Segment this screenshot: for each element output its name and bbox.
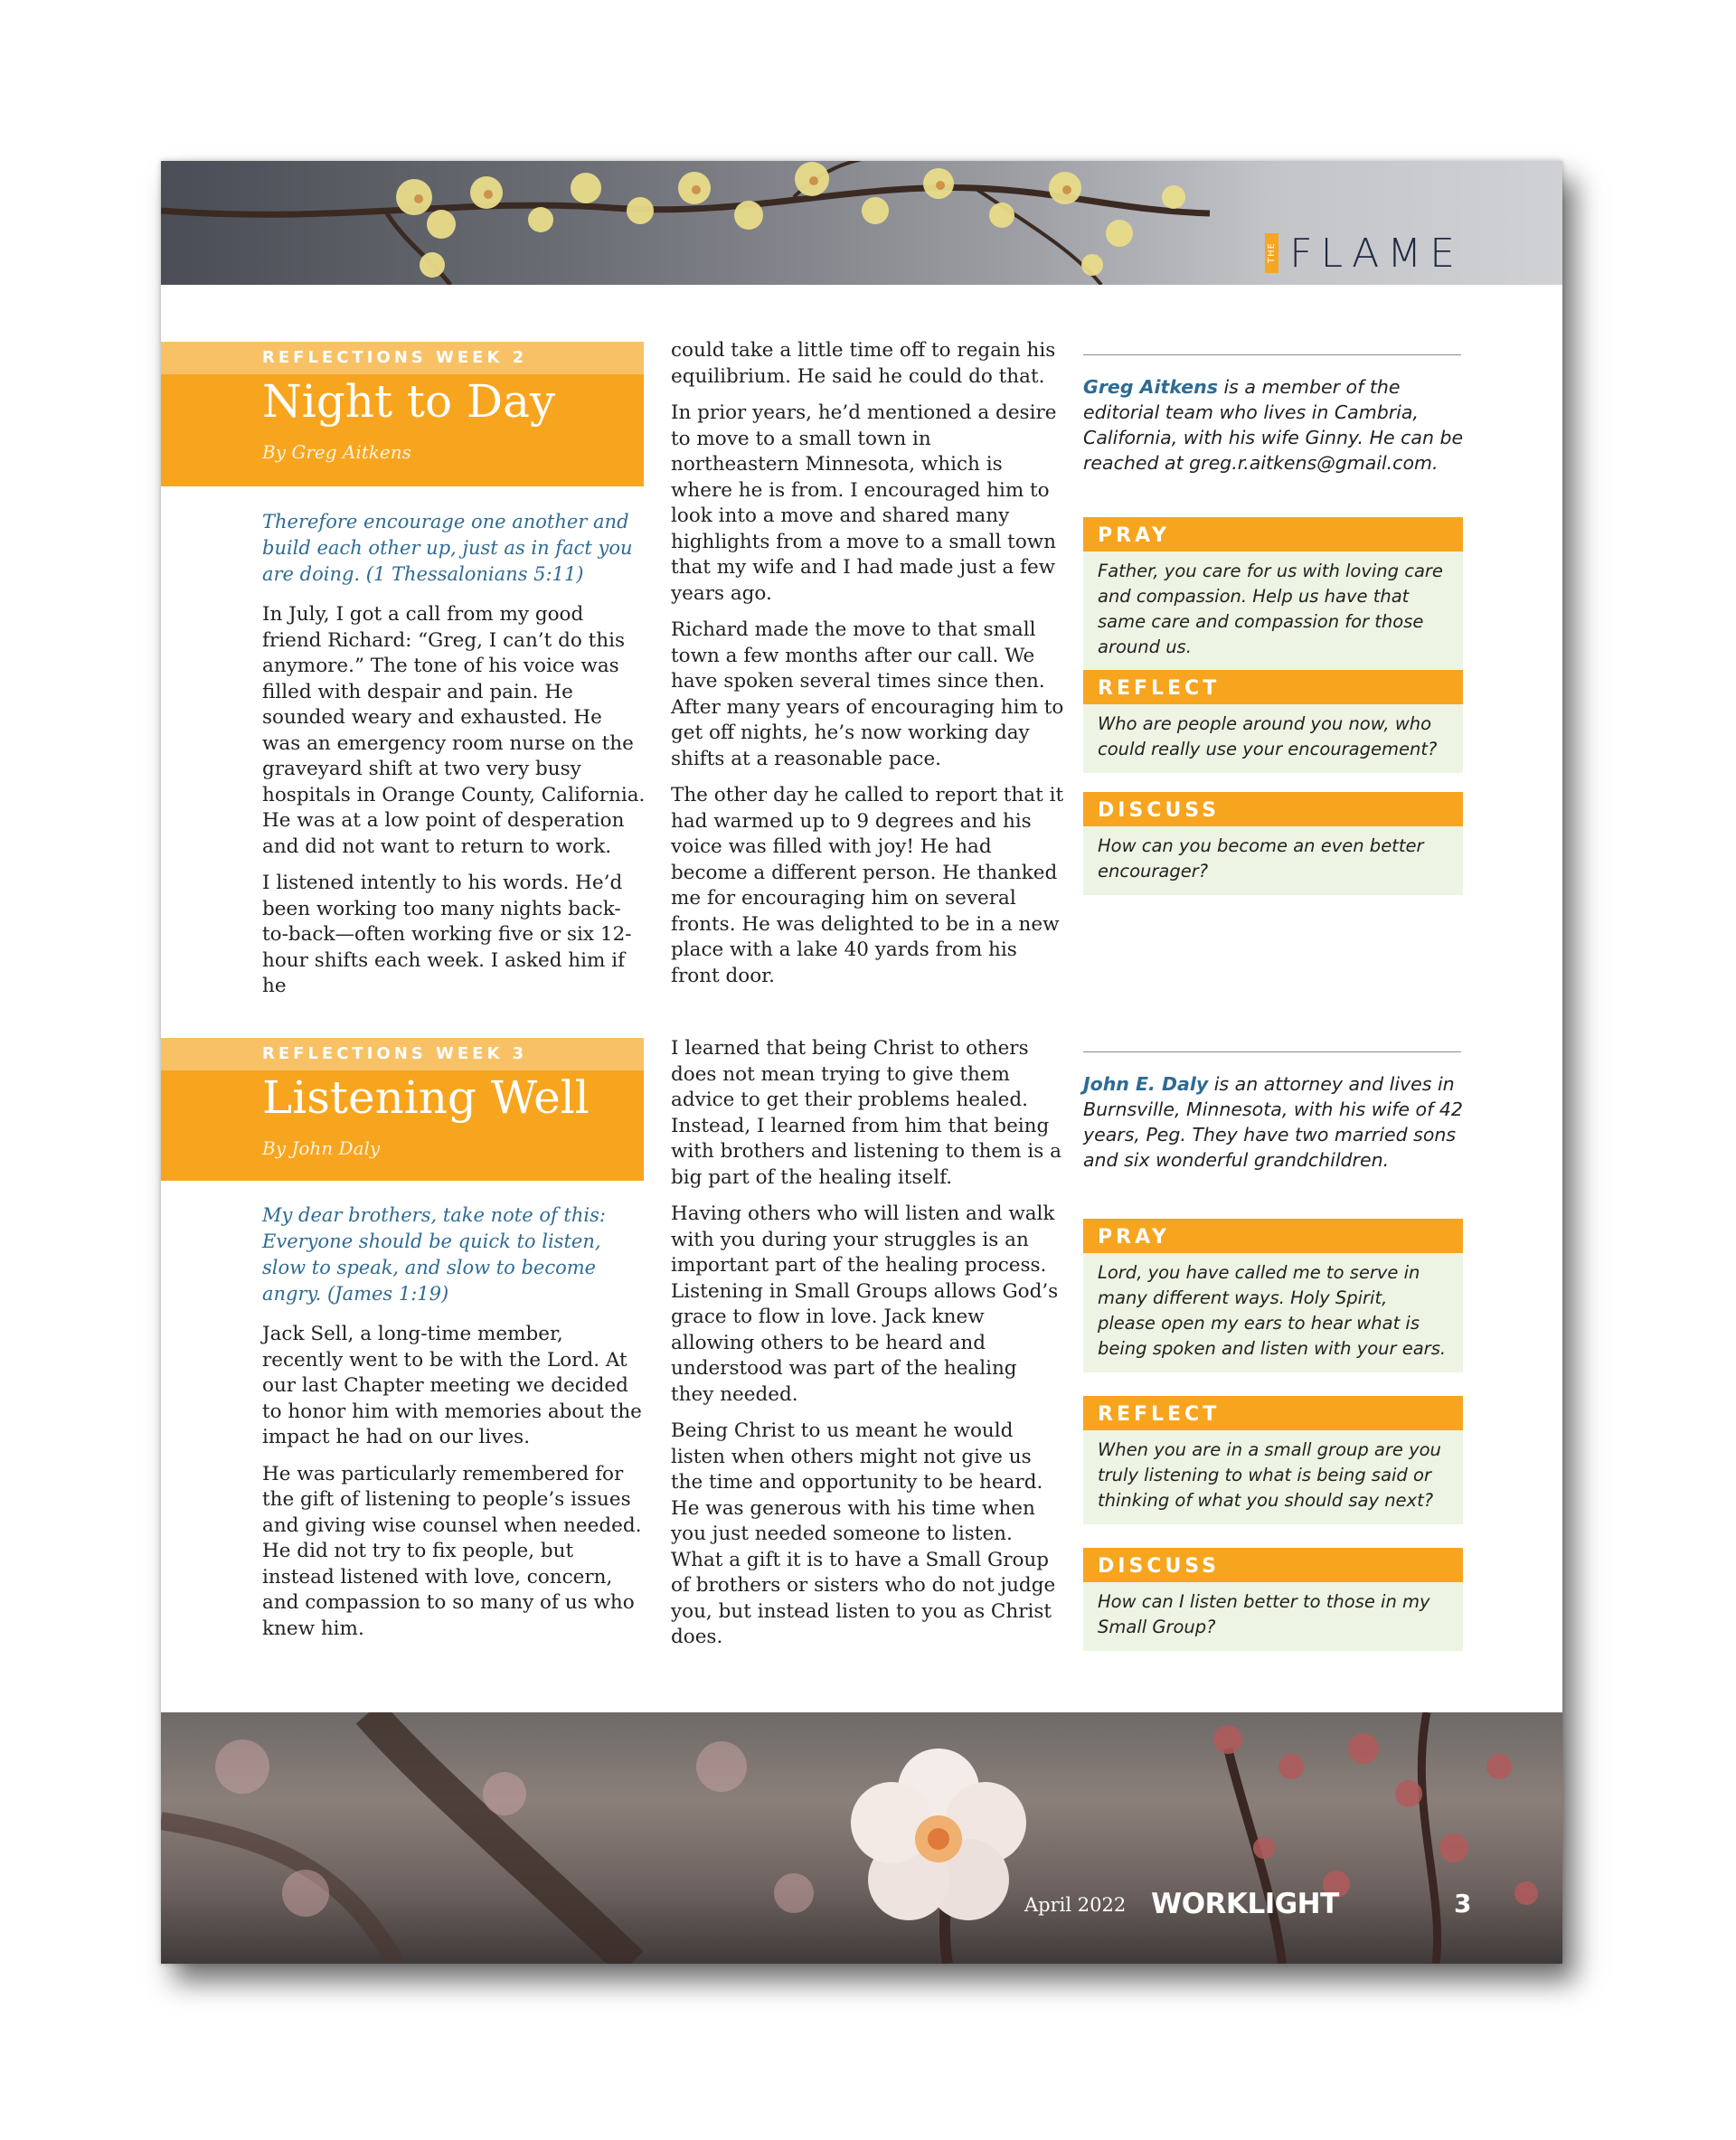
week2-column-1 [262, 509, 646, 1011]
page-number: 3 [1454, 1889, 1472, 1918]
week2-title-box [161, 342, 644, 486]
week3-discuss-box [1083, 1548, 1463, 1651]
week2-byline: By Greg Aitkens [262, 441, 411, 463]
week3-pray-label: PRAY [1083, 1219, 1463, 1253]
masthead-the: THE [1265, 233, 1278, 273]
week2-paragraph: could take a little time off to regain his equilibrium. He said he could do that. [671, 339, 1056, 388]
week3-discuss-label: DISCUSS [1083, 1548, 1463, 1582]
week3-eyebrow: REFLECTIONS WEEK 3 [161, 1038, 644, 1070]
week3-discuss-text: How can I listen better to those in my Small Group? [1083, 1582, 1463, 1651]
week3-scripture: My dear brothers, take note of this: Everyone should be quick to listen, slow to speak, and slow to become angry. (James 1:19) [262, 1204, 606, 1305]
week3-paragraph: I learned that being Christ to others does not mean trying to give them advice to get their problems healed. Instead, I learned from him that being with brothers and listening to them is a big part of the healing itself. [671, 1037, 1061, 1189]
masthead [1265, 230, 1463, 277]
week2-reflect-text: Who are people around you now, who could really use your encouragement? [1083, 704, 1463, 773]
week3-reflect-label: REFLECT [1083, 1396, 1463, 1430]
footer-banner [161, 1712, 1562, 1964]
week3-byline: By John Daly [262, 1137, 381, 1159]
week3-paragraph: Having others who will listen and walk with you during your struggles is an important part of the healing process. Listening in Small Groups allows God’s grace to flow in love. Jack knew allowing others to be heard and understood was part of the healing they needed. [671, 1202, 1059, 1406]
week3-column-2 [671, 1036, 1065, 1662]
header-banner [161, 161, 1562, 285]
week2-author-bio [1083, 374, 1472, 476]
week3-column-1 [262, 1202, 646, 1653]
week2-pray-box [1083, 517, 1463, 671]
week3-paragraph: Being Christ to us meant he would listen when others might not give us the time and opportunity to be heard. He was generous with his time when you just needed someone to listen. What a gift it is to have a Small Group of brothers or sisters who do not judge you, but instead listen to you as Christ does. [671, 1419, 1056, 1648]
week2-scripture: Therefore encourage one another and build each other up, just as in fact you are doing. (1 Thessalonians 5:11) [262, 511, 633, 585]
week3-author-bio [1083, 1071, 1472, 1173]
week2-paragraph: The other day he called to report that it had warmed up to 9 degrees and his voice was filled with joy! He had become a different person. He thanked me for encouraging him on several fronts. He was delighted to be in a new place with a lake 40 yards from his front door. [671, 784, 1064, 987]
week2-paragraph: In July, I got a call from my good friend Richard: “Greg, I can’t do this anymore.” The tone of his voice was filled with despair and pain. He sounded weary and exhausted. He was an emergency room nurse on the graveyard shift at two very busy hospitals in Orange County, California. He was at a low point of desperation and did not want to return to work. [262, 603, 646, 858]
week2-paragraph: I listened intently to his words. He’d been working too many nights back-to-back—often working five or six 12-hour shifts each week. I asked him if he [262, 872, 632, 997]
week2-discuss-text: How can you become an even better encourager? [1083, 826, 1463, 895]
issue-date: April 2022 [1024, 1894, 1127, 1916]
week2-eyebrow: REFLECTIONS WEEK 2 [161, 342, 644, 374]
week2-reflect-box [1083, 670, 1463, 773]
week2-author-name: Greg Aitkens [1083, 376, 1218, 398]
week2-column-2 [671, 338, 1065, 1000]
week3-paragraph: Jack Sell, a long-time member, recently went to be with the Lord. At our last Chapter meeting we decided to honor him with memories about the impact he had on our lives. [262, 1323, 642, 1448]
week2-discuss-box [1083, 792, 1463, 895]
week3-author-name: John E. Daly [1083, 1073, 1209, 1095]
week2-author-text: is a member of the editorial team who lives in Cambria, California, with his wife Ginny. He can be reached at greg.r.aitkens@gmail.com. [1083, 376, 1464, 474]
week3-reflect-text: When you are in a small group are you truly listening to what is being said or thinking of what you should say next? [1083, 1430, 1463, 1524]
week2-paragraph: In prior years, he’d mentioned a desire to move to a small town in northeastern Minnesota, which is where he is from. I encouraged him to look into a move and shared many highlights from a move to a small town that my wife and I had made just a few years ago. [671, 401, 1057, 605]
week2-rule [1083, 354, 1461, 355]
week2-reflect-label: REFLECT [1083, 670, 1463, 704]
week3-reflect-box [1083, 1396, 1463, 1524]
week3-rule [1083, 1051, 1461, 1052]
week3-paragraph: He was particularly remembered for the gift of listening to people’s issues and giving wise counsel when needed. He did not try to fix people, but instead listened with love, concern, and compassion to so many of us who knew him. [262, 1462, 642, 1640]
week3-title: Listening Well [262, 1071, 590, 1124]
masthead-title: FLAME [1289, 230, 1463, 277]
blossom-photo [161, 1712, 1562, 1964]
week3-pray-text: Lord, you have called me to serve in many different ways. Holy Spirit, please open my ears to hear what is being spoken and listen with your ears. [1083, 1253, 1463, 1372]
week3-title-box [161, 1038, 644, 1181]
week2-discuss-label: DISCUSS [1083, 792, 1463, 826]
magazine-page [161, 161, 1562, 1964]
week2-pray-text: Father, you care for us with loving care and compassion. Help us have that same care and compassion for those around us. [1083, 551, 1463, 671]
week2-paragraph: Richard made the move to that small town a few months after our call. We have spoken several times since then. After many years of encouraging him to get off nights, he’s now working day shifts at a reasonable pace. [671, 618, 1064, 770]
week2-title: Night to Day [262, 375, 556, 428]
worklight-logo: WORKLIGHT [1151, 1888, 1339, 1920]
week2-pray-label: PRAY [1083, 517, 1463, 551]
week3-author-text: is an attorney and lives in Burnsville, Minnesota, with his wife of 42 years, Peg. They have two married sons and six wonderful grandchildren. [1083, 1073, 1463, 1171]
week3-pray-box [1083, 1219, 1463, 1372]
